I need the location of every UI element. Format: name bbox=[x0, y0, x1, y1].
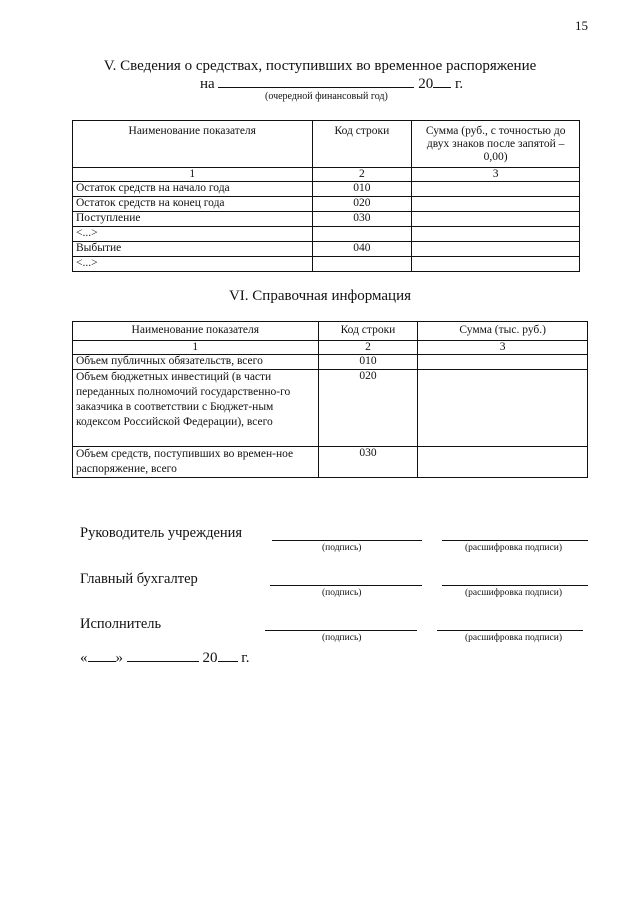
year-blank-short bbox=[433, 74, 451, 88]
row-code bbox=[312, 227, 412, 242]
table-row bbox=[73, 182, 580, 197]
year-suffix: г. bbox=[454, 76, 464, 92]
row-name: Объем средств, поступивших во времен-ное распоряжение, всего bbox=[73, 447, 319, 478]
table-row bbox=[73, 370, 588, 447]
row-code: 040 bbox=[312, 242, 412, 257]
signature-role: Главный бухгалтер bbox=[80, 571, 198, 587]
row-name: <...> bbox=[73, 257, 313, 272]
row-sum[interactable] bbox=[418, 447, 588, 478]
page-number: 15 bbox=[575, 18, 588, 33]
signature-line[interactable] bbox=[265, 630, 417, 631]
signature-caption: (подпись) bbox=[322, 543, 362, 553]
header-sum: Сумма (руб., с точностью до двух знаков после запятой – 0,00) bbox=[412, 121, 580, 168]
row-name: Объем публичных обязательств, всего bbox=[73, 355, 319, 370]
decode-caption: (расшифровка подписи) bbox=[465, 588, 562, 598]
row-name: Объем бюджетных инвестиций (в части переданных полномочий государственно-го заказчика в соответствии с Бюджет-ным кодексом Российской Федерации), всего bbox=[73, 370, 319, 447]
table-row bbox=[73, 227, 580, 242]
row-name: Остаток средств на конец года bbox=[73, 197, 313, 212]
date-year-suffix: г. bbox=[241, 650, 250, 666]
on-prefix: на bbox=[200, 76, 215, 92]
table-row bbox=[73, 212, 580, 227]
row-code: 030 bbox=[318, 447, 418, 478]
year-caption: (очередной финансовый год) bbox=[265, 91, 388, 102]
day-blank[interactable] bbox=[88, 648, 116, 662]
decode-caption: (расшифровка подписи) bbox=[465, 633, 562, 643]
decode-line[interactable] bbox=[442, 540, 588, 541]
row-sum[interactable] bbox=[412, 257, 580, 272]
col-number: 2 bbox=[312, 168, 412, 182]
decode-caption: (расшифровка подписи) bbox=[465, 543, 562, 553]
decode-line[interactable] bbox=[437, 630, 583, 631]
row-sum[interactable] bbox=[412, 242, 580, 257]
col-number: 1 bbox=[73, 341, 319, 355]
table-row bbox=[73, 355, 588, 370]
header-sum: Сумма (тыс. руб.) bbox=[418, 322, 588, 341]
row-code bbox=[312, 257, 412, 272]
decode-line[interactable] bbox=[442, 585, 588, 586]
year-blank-long bbox=[218, 74, 414, 88]
table-row bbox=[73, 257, 580, 272]
signature-line[interactable] bbox=[272, 540, 422, 541]
table-number-row bbox=[73, 168, 580, 182]
section6-title: VI. Справочная информация bbox=[228, 288, 412, 304]
row-code: 030 bbox=[312, 212, 412, 227]
table-number-row bbox=[73, 341, 588, 355]
row-name: Остаток средств на начало года bbox=[73, 182, 313, 197]
signature-role: Руководитель учреждения bbox=[80, 525, 243, 541]
col-number: 1 bbox=[73, 168, 313, 182]
row-sum[interactable] bbox=[412, 212, 580, 227]
header-name: Наименование показателя bbox=[73, 121, 313, 168]
section5-title: V. Сведения о средствах, поступивших во временное распоряжение bbox=[103, 58, 537, 74]
col-number: 2 bbox=[318, 341, 418, 355]
section5-table bbox=[72, 120, 580, 272]
row-code: 010 bbox=[318, 355, 418, 370]
table-header-row bbox=[73, 322, 588, 341]
date-close-quote: » bbox=[115, 650, 123, 666]
row-code: 010 bbox=[312, 182, 412, 197]
section6-table bbox=[72, 321, 588, 478]
row-code: 020 bbox=[312, 197, 412, 212]
date-open-quote: « bbox=[80, 650, 88, 666]
col-number: 3 bbox=[412, 168, 580, 182]
row-sum[interactable] bbox=[412, 182, 580, 197]
row-name: <...> bbox=[73, 227, 313, 242]
row-sum[interactable] bbox=[418, 355, 588, 370]
row-code: 020 bbox=[318, 370, 418, 447]
row-name: Выбытие bbox=[73, 242, 313, 257]
month-blank[interactable] bbox=[127, 648, 199, 662]
table-row bbox=[73, 242, 580, 257]
row-sum[interactable] bbox=[412, 197, 580, 212]
signature-line[interactable] bbox=[270, 585, 422, 586]
signature-caption: (подпись) bbox=[322, 633, 362, 643]
row-name: Поступление bbox=[73, 212, 313, 227]
table-row bbox=[73, 197, 580, 212]
table-header-row bbox=[73, 121, 580, 168]
year-blank[interactable] bbox=[218, 648, 238, 662]
row-sum[interactable] bbox=[418, 370, 588, 447]
row-sum[interactable] bbox=[412, 227, 580, 242]
header-code: Код строки bbox=[318, 322, 418, 341]
date-year-prefix: 20 bbox=[202, 650, 218, 666]
year-prefix: 20 bbox=[418, 76, 434, 92]
date-line bbox=[80, 648, 249, 667]
header-name: Наименование показателя bbox=[73, 322, 319, 341]
col-number: 3 bbox=[418, 341, 588, 355]
header-code: Код строки bbox=[312, 121, 412, 168]
signature-caption: (подпись) bbox=[322, 588, 362, 598]
table-row bbox=[73, 447, 588, 478]
signature-role: Исполнитель bbox=[80, 616, 162, 632]
